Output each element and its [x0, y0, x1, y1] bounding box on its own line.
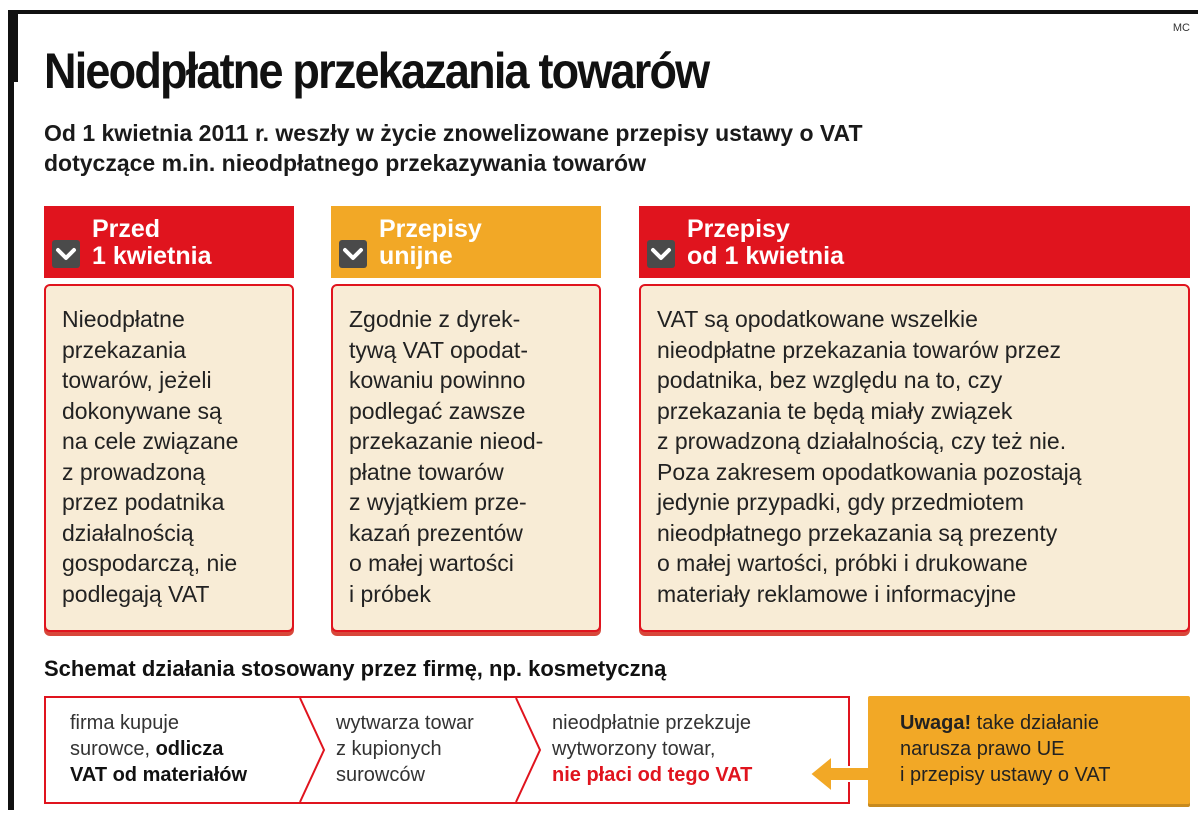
column-header-line-1: Przed: [92, 215, 161, 243]
body-line: jedynie przypadki, gdy przedmiotem: [657, 489, 1024, 515]
body-line: działalnością: [62, 519, 194, 546]
body-line: z prowadzoną działalnością, czy też nie.: [657, 428, 1067, 454]
column-body-before: [44, 284, 294, 632]
column-header-line-2: unijne: [379, 242, 453, 270]
column-header-after: [639, 206, 1190, 278]
scheme-step-2: [336, 710, 474, 788]
body-line: kowaniu powinno: [349, 367, 526, 393]
body-line: podlegać zawsze: [349, 397, 526, 424]
body-line: z prowadzoną: [62, 458, 206, 485]
step-line: nieodpłatnie przekzuje: [552, 712, 752, 734]
column-header-line-2: 1 kwietnia: [92, 242, 212, 270]
warning-line: Uwaga! take działanie: [900, 712, 1099, 734]
body-line: płatne towarów: [349, 458, 504, 485]
column-header-line-1: Przepisy: [687, 215, 790, 243]
page-title: Nieodpłatne przekazania towarów: [44, 43, 709, 99]
frame-corner: [8, 10, 18, 82]
scheme-flow-box: [44, 696, 850, 804]
scheme-step-1: [70, 710, 247, 788]
body-line: podatnika, bez względu na to, czy: [657, 367, 1003, 393]
column-header-before: [44, 206, 294, 278]
step-line: wytworzony towar,: [552, 738, 716, 760]
chevron-right-separator-icon: [298, 698, 328, 802]
step-line: [70, 762, 247, 788]
body-line: z wyjątkiem prze-: [349, 489, 527, 515]
body-line: o małej wartości, próbki i drukowane: [657, 550, 1028, 576]
step-emphasis: odlicza: [155, 738, 224, 760]
step-emphasis-red: nie płaci od tego VAT: [552, 764, 753, 786]
source-credit: MC: [1172, 22, 1190, 34]
step-line: surowce, odlicza: [70, 738, 224, 760]
chevron-down-icon: [647, 240, 675, 268]
step-line: [552, 762, 752, 788]
scheme-step-3: [552, 710, 752, 788]
body-line: o małej wartości: [349, 550, 514, 576]
chevron-right-separator-icon: [514, 698, 544, 802]
body-line: na cele związane: [62, 428, 239, 454]
body-line: dokonywane są: [62, 397, 222, 424]
step-emphasis: VAT od materiałów: [70, 764, 248, 786]
body-line: towarów, jeżeli: [62, 367, 212, 393]
warning-box: [868, 696, 1190, 804]
column-header-eu: [331, 206, 601, 278]
subtitle-line-2: dotyczące m.in. nieodpłatnego przekazywania towarów: [44, 150, 646, 176]
column-body-eu: [331, 284, 601, 632]
body-line: VAT są opodatkowane wszelkie: [657, 306, 978, 332]
body-line: przez podatnika: [62, 489, 225, 515]
column-body-after: [639, 284, 1190, 632]
warning-label: Uwaga!: [900, 712, 972, 734]
body-line: Poza zakresem opodatkowania pozostają: [657, 458, 1082, 485]
body-line: gospodarczą, nie: [62, 550, 238, 576]
subtitle: [44, 118, 1144, 178]
body-line: Zgodnie z dyrek-: [349, 306, 521, 332]
warning-line: i przepisy ustawy o VAT: [900, 764, 1111, 786]
body-line: tywą VAT opodat-: [349, 336, 528, 363]
body-line: przekazanie nieod-: [349, 428, 544, 454]
body-line: Nieodpłatne: [62, 306, 185, 332]
body-line: nieodpłatne przekazania towarów przez: [657, 336, 1062, 363]
body-line: i próbek: [349, 580, 431, 607]
body-line: podlegają VAT: [62, 580, 210, 607]
subtitle-line-1: Od 1 kwietnia 2011 r. weszły w życie znowelizowane przepisy ustawy o VAT: [44, 120, 863, 146]
step-line: firma kupuje: [70, 712, 179, 734]
warning-line: narusza prawo UE: [900, 738, 1065, 760]
scheme-title: Schemat działania stosowany przez firmę, np. kosmetyczną: [44, 656, 667, 681]
chevron-down-icon: [339, 240, 367, 268]
column-header-line-1: Przepisy: [379, 215, 482, 243]
body-line: kazań prezentów: [349, 519, 523, 546]
arrow-left-icon: [810, 754, 874, 794]
chevron-down-icon: [52, 240, 80, 268]
step-line: wytwarza towar: [336, 712, 474, 734]
body-line: przekazania te będą miały związek: [657, 397, 1013, 424]
frame-left-rule: [8, 10, 14, 810]
frame-top-rule: [8, 10, 1198, 14]
body-line: przekazania: [62, 336, 187, 363]
body-line: materiały reklamowe i informacyjne: [657, 580, 1017, 607]
body-line: nieodpłatnego przekazania są prezenty: [657, 519, 1058, 546]
step-line: z kupionych: [336, 738, 442, 760]
column-header-line-2: od 1 kwietnia: [687, 242, 844, 270]
step-line: surowców: [336, 764, 425, 786]
